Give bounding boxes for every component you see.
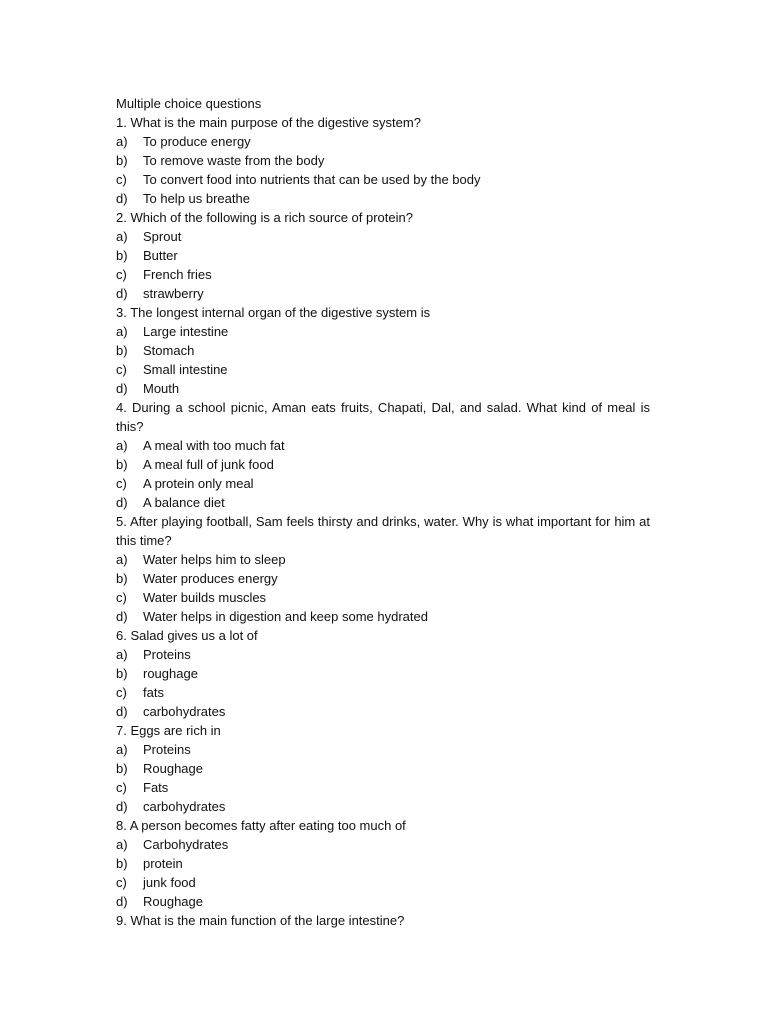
question-text: 5. After playing football, Sam feels thirsty and drinks, water. Why is what important for him at this time? [116, 514, 650, 548]
answer-option [116, 474, 650, 493]
option-text: To convert food into nutrients that can be used by the body [143, 172, 481, 187]
option-text: roughage [143, 666, 198, 681]
option-letter: b) [116, 761, 128, 776]
answer-option [116, 778, 650, 797]
answer-option [116, 607, 650, 626]
answer-option [116, 189, 650, 208]
option-letter: c) [116, 685, 127, 700]
option-text: Water helps him to sleep [143, 552, 286, 567]
answer-option [116, 588, 650, 607]
option-text: Sprout [143, 229, 182, 244]
option-letter: c) [116, 267, 127, 282]
answer-option [116, 835, 650, 854]
answer-option [116, 246, 650, 265]
option-letter: c) [116, 476, 127, 491]
option-letter: a) [116, 229, 128, 244]
question-text: 3. The longest internal organ of the digestive system is [116, 305, 431, 320]
option-text: Mouth [143, 381, 180, 396]
option-text: Fats [143, 780, 169, 795]
option-text: junk food [143, 875, 196, 890]
option-letter: d) [116, 704, 128, 719]
option-letter: b) [116, 248, 128, 263]
option-letter: d) [116, 286, 128, 301]
option-text: Roughage [143, 894, 203, 909]
option-text: A meal full of junk food [143, 457, 274, 472]
option-letter: b) [116, 571, 128, 586]
option-letter: c) [116, 172, 127, 187]
question-block [116, 113, 650, 208]
question-block [116, 303, 650, 398]
answer-option [116, 797, 650, 816]
answer-option [116, 170, 650, 189]
question-text: 1. What is the main purpose of the digestive system? [116, 115, 421, 130]
option-letter: a) [116, 438, 128, 453]
answer-option [116, 645, 650, 664]
option-text: To help us breathe [143, 191, 250, 206]
question-text: 7. Eggs are rich in [116, 723, 221, 738]
option-text: Carbohydrates [143, 837, 229, 852]
option-text: A protein only meal [143, 476, 254, 491]
question-block [116, 398, 650, 512]
answer-option [116, 683, 650, 702]
question-list [116, 113, 650, 930]
answer-option [116, 265, 650, 284]
answer-option [116, 759, 650, 778]
answer-option [116, 227, 650, 246]
answer-option [116, 284, 650, 303]
answer-option [116, 493, 650, 512]
answer-option [116, 360, 650, 379]
option-text: Large intestine [143, 324, 229, 339]
answer-option [116, 702, 650, 721]
option-text: Stomach [143, 343, 195, 358]
question-block [116, 626, 650, 721]
answer-option [116, 341, 650, 360]
option-letter: c) [116, 875, 127, 890]
option-text: Small intestine [143, 362, 228, 377]
option-text: carbohydrates [143, 704, 226, 719]
answer-option [116, 569, 650, 588]
answer-option [116, 436, 650, 455]
answer-option [116, 132, 650, 151]
option-letter: a) [116, 837, 128, 852]
answer-option [116, 664, 650, 683]
answer-option [116, 854, 650, 873]
option-letter: a) [116, 324, 128, 339]
question-text: 2. Which of the following is a rich source of protein? [116, 210, 413, 225]
option-letter: d) [116, 495, 128, 510]
question-block [116, 911, 650, 930]
option-text: To remove waste from the body [143, 153, 325, 168]
option-text: French fries [143, 267, 212, 282]
option-letter: c) [116, 590, 127, 605]
option-letter: d) [116, 191, 128, 206]
answer-option [116, 873, 650, 892]
answer-option [116, 151, 650, 170]
option-text: Butter [143, 248, 178, 263]
question-text: 6. Salad gives us a lot of [116, 628, 258, 643]
option-text: A meal with too much fat [143, 438, 285, 453]
option-text: To produce energy [143, 134, 251, 149]
option-letter: b) [116, 153, 128, 168]
question-block [116, 721, 650, 816]
option-text: Proteins [143, 647, 191, 662]
answer-option [116, 892, 650, 911]
page-title: Multiple choice questions [116, 96, 262, 111]
option-letter: a) [116, 647, 128, 662]
option-letter: b) [116, 666, 128, 681]
option-letter: c) [116, 780, 127, 795]
option-text: Water builds muscles [143, 590, 267, 605]
answer-option [116, 455, 650, 474]
answer-option [116, 379, 650, 398]
option-text: strawberry [143, 286, 204, 301]
answer-option [116, 322, 650, 341]
option-letter: a) [116, 742, 128, 757]
question-text: 4. During a school picnic, Aman eats fruits, Chapati, Dal, and salad. What kind of meal is this? [116, 400, 650, 434]
option-letter: a) [116, 134, 128, 149]
option-text: Roughage [143, 761, 203, 776]
option-letter: d) [116, 609, 128, 624]
option-text: carbohydrates [143, 799, 226, 814]
option-letter: c) [116, 362, 127, 377]
question-block [116, 208, 650, 303]
option-letter: d) [116, 799, 128, 814]
document-page [116, 94, 650, 930]
question-block [116, 816, 650, 911]
option-text: fats [143, 685, 164, 700]
option-letter: a) [116, 552, 128, 567]
option-text: A balance diet [143, 495, 225, 510]
option-letter: d) [116, 894, 128, 909]
option-letter: b) [116, 856, 128, 871]
option-text: Water produces energy [143, 571, 278, 586]
option-letter: b) [116, 457, 128, 472]
question-block [116, 512, 650, 626]
option-text: Water helps in digestion and keep some hydrated [143, 609, 428, 624]
question-text: 9. What is the main function of the large intestine? [116, 913, 405, 928]
option-letter: d) [116, 381, 128, 396]
answer-option [116, 550, 650, 569]
question-text: 8. A person becomes fatty after eating too much of [116, 818, 406, 833]
option-text: Proteins [143, 742, 191, 757]
answer-option [116, 740, 650, 759]
option-text: protein [143, 856, 183, 871]
option-letter: b) [116, 343, 128, 358]
